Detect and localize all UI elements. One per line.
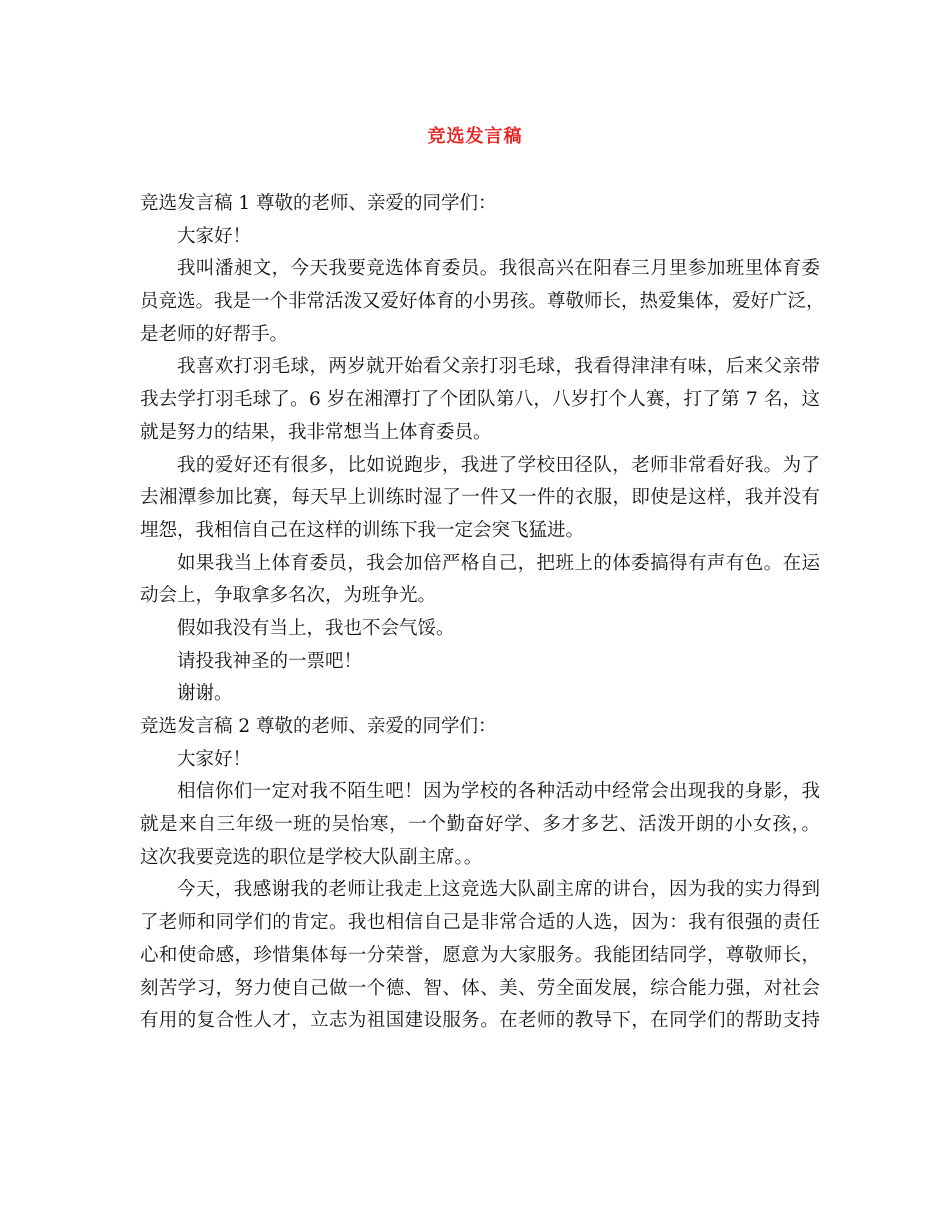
text-line: 员竞选。我是一个非常活泼又爱好体育的小男孩。尊敬师长，热爱集体，爱好广泛， xyxy=(140,291,825,313)
text-line: 竞选发言稿 2 尊敬的老师、亲爱的同学们： xyxy=(140,716,497,737)
text-line: 请投我神圣的一票吧！ xyxy=(177,650,363,672)
text-line: 心和使命感，珍惜集体每一分荣誉，愿意为大家服务。我能团结同学，尊敬师长， xyxy=(140,944,820,966)
text-line: 今天，我感谢我的老师让我走上这竞选大队副主席的讲台，因为我的实力得到 xyxy=(177,879,820,901)
text-line: 谢谢。 xyxy=(177,683,233,705)
document-title: 竞选发言稿 xyxy=(427,126,523,147)
text-line: 我喜欢打羽毛球，两岁就开始看父亲打羽毛球，我看得津津有味，后来父亲带 xyxy=(177,356,820,378)
text-line: 动会上，争取拿多名次，为班争光。 xyxy=(140,585,437,607)
text-line: 这次我要竞选的职位是学校大队副主席。。 xyxy=(140,846,483,868)
document-body xyxy=(140,188,825,1038)
text-line: 大家好！ xyxy=(177,225,252,247)
text-line: 去湘潭参加比赛，每天早上训练时湿了一件又一件的衣服，即使是这样，我并没有 xyxy=(140,487,820,509)
text-line: 我的爱好还有很多，比如说跑步，我进了学校田径队，老师非常看好我。为了 xyxy=(177,454,820,476)
text-line: 如果我当上体育委员，我会加倍严格自己，把班上的体委搞得有声有色。在运 xyxy=(177,552,820,574)
text-line: 竞选发言稿 1 尊敬的老师、亲爱的同学们： xyxy=(140,193,497,214)
text-line: 就是努力的结果，我非常想当上体育委员。 xyxy=(140,421,492,443)
text-line: 了老师和同学们的肯定。我也相信自己是非常合适的人选，因为：我有很强的责任 xyxy=(140,912,820,934)
text-line: 有用的复合性人才，立志为祖国建设服务。在老师的教导下，在同学们的帮助支持 xyxy=(140,1010,820,1032)
text-line: 埋怨，我相信自己在这样的训练下我一定会突飞猛进。 xyxy=(140,519,585,541)
text-line: 我叫潘昶文，今天我要竞选体育委员。我很高兴在阳春三月里参加班里体育委 xyxy=(177,258,820,280)
text-line: 是老师的好帮手。 xyxy=(140,323,289,345)
text-line: 相信你们一定对我不陌生吧！因为学校的各种活动中经常会出现我的身影，我 xyxy=(177,781,820,803)
text-line: 大家好！ xyxy=(177,748,252,770)
text-line: 就是来自三年级一班的吴怡寒，一个勤奋好学、多才多艺、活泼开朗的小女孩，。 xyxy=(140,814,820,836)
text-line: 刻苦学习，努力使自己做一个德、智、体、美、劳全面发展，综合能力强，对社会 xyxy=(140,977,820,999)
text-line: 假如我没有当上，我也不会气馁。 xyxy=(177,617,455,639)
text-line: 我去学打羽毛球了。6 岁在湘潭打了个团队第八，八岁打个人赛，打了第 7 名，这 xyxy=(140,389,820,411)
